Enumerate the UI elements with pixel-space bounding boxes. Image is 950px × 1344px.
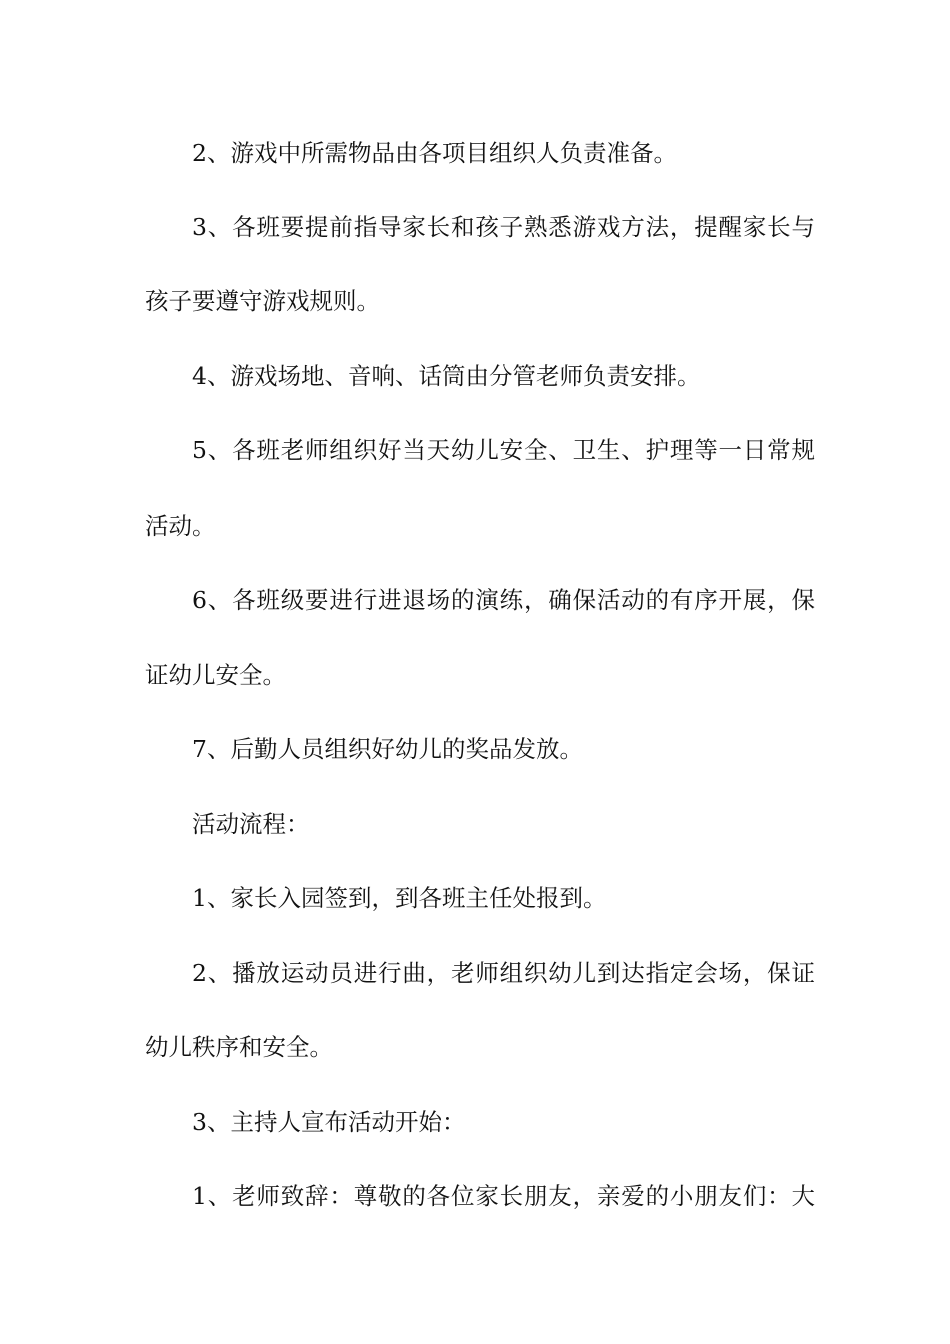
section-heading: 活动流程： — [192, 810, 310, 838]
paragraph-line-9: 7、后勤人员组织好幼儿的奖品发放。 — [192, 735, 583, 763]
paragraph-line-3: 孩子要遵守游戏规则。 — [145, 287, 380, 315]
paragraph-line-11: 1、家长入园签到，到各班主任处报到。 — [192, 884, 607, 912]
paragraph-line-12: 2、播放运动员进行曲，老师组织幼儿到达指定会场，保证 — [192, 959, 815, 987]
paragraph-line-15: 1、老师致辞：尊敬的各位家长朋友，亲爱的小朋友们：大 — [192, 1182, 815, 1210]
paragraph-line-8: 证幼儿安全。 — [145, 661, 286, 689]
paragraph-line-4: 4、游戏场地、音响、话筒由分管老师负责安排。 — [192, 362, 701, 390]
paragraph-line-13: 幼儿秩序和安全。 — [145, 1033, 333, 1061]
paragraph-line-14: 3、主持人宣布活动开始： — [192, 1108, 466, 1136]
paragraph-line-2: 3、各班要提前指导家长和孩子熟悉游戏方法，提醒家长与 — [192, 213, 815, 241]
paragraph-line-7: 6、各班级要进行进退场的演练，确保活动的有序开展，保 — [192, 586, 815, 614]
paragraph-line-6: 活动。 — [145, 512, 216, 540]
paragraph-line-5: 5、各班老师组织好当天幼儿安全、卫生、护理等一日常规 — [192, 436, 815, 464]
paragraph-line-1: 2、游戏中所需物品由各项目组织人负责准备。 — [192, 139, 677, 167]
